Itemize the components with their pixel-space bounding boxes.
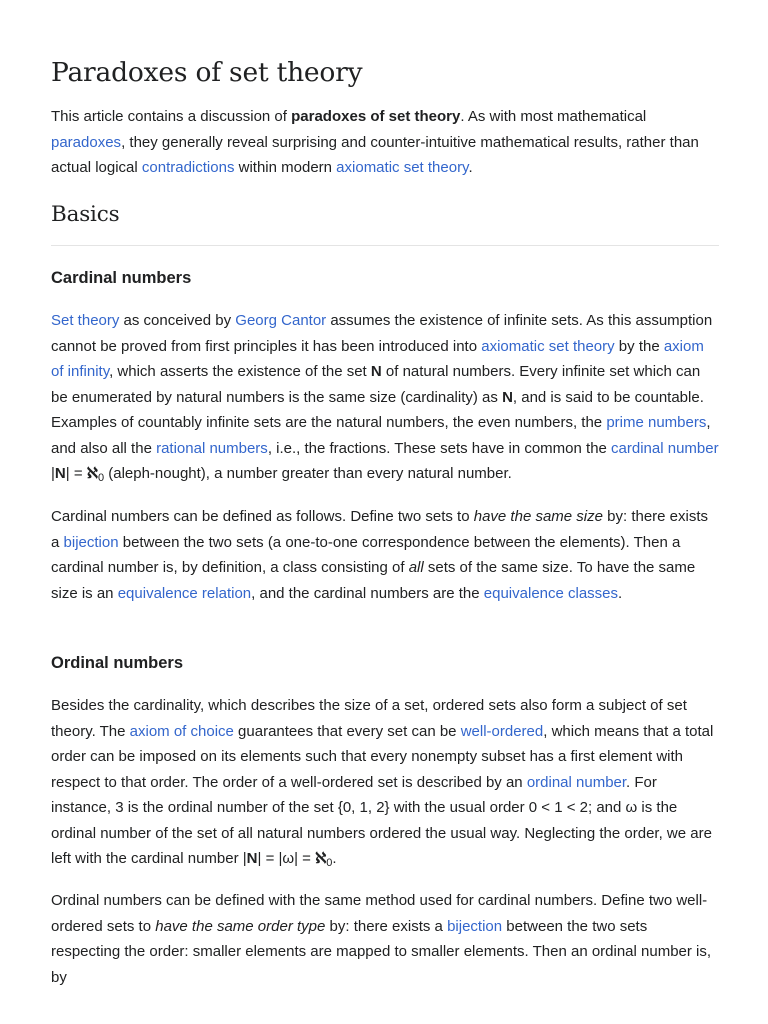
text: (aleph-nought), a number greater than every natural number. — [104, 465, 512, 482]
cardinal-paragraph-1 — [51, 308, 719, 487]
text: between the two sets (a one-to-one correspondence between the elements). Then a cardinal number is, by definition, a class consisting of — [51, 533, 681, 576]
bold-symbol: N — [370, 363, 382, 380]
link-equivalence-relation[interactable]: equivalence relation — [117, 584, 252, 602]
text: between the two sets respecting the order: smaller elements are mapped to smaller elements. Then an ordinal number is, by — [51, 917, 712, 986]
aleph-symbol: ℵ — [315, 849, 327, 867]
bold-symbol: N — [502, 388, 513, 406]
text: . — [332, 850, 337, 867]
link-georg-cantor[interactable]: Georg Cantor — [235, 312, 327, 329]
cardinal-paragraph-2 — [51, 504, 719, 606]
intro-paragraph — [51, 104, 719, 181]
link-ordinal-number[interactable]: ordinal number — [526, 773, 627, 791]
text: , which asserts the existence of the set — [109, 363, 371, 380]
page-title: Paradoxes of set theory — [51, 57, 363, 88]
link-set-theory[interactable]: Set theory — [51, 312, 120, 329]
text: , and also all the — [51, 414, 711, 457]
text: . — [618, 584, 623, 602]
link-equivalence-classes[interactable]: equivalence classes — [483, 584, 619, 602]
link-axiomatic-set-theory[interactable]: axiomatic set theory — [481, 337, 615, 355]
text: , and is said to be countable. Examples of countably infinite sets are the natural numbers, the even numbers, the — [51, 388, 704, 431]
section-divider — [51, 245, 719, 246]
text: , and the cardinal numbers are the — [251, 584, 484, 602]
text: Ordinal numbers can be defined with the same method used for cardinal numbers. Define two well-ordered sets to — [51, 892, 708, 935]
text: assumes the existence of infinite sets. As this assumption cannot be proved from first principles it has been introduced into — [51, 312, 713, 355]
subsection-heading-ordinal-numbers: Ordinal numbers — [51, 654, 184, 672]
text: by: there exists a — [325, 917, 448, 935]
link-axiomatic-set-theory[interactable]: axiomatic set theory — [336, 159, 469, 176]
section-heading-basics: Basics — [51, 202, 120, 227]
text: | = |ω| = — [257, 850, 316, 867]
subsection-heading-cardinal-numbers: Cardinal numbers — [51, 269, 192, 287]
text: as conceived by — [119, 312, 236, 329]
text: This article contains a discussion of — [51, 108, 292, 125]
text: within modern — [234, 159, 337, 176]
link-prime-numbers[interactable]: prime numbers — [606, 414, 707, 431]
text: Cardinal numbers can be defined as follows. Define two sets to — [51, 508, 474, 525]
ordinal-paragraph-2 — [51, 888, 719, 990]
link-contradictions[interactable]: contradictions — [141, 159, 235, 176]
text: . For instance, 3 is the ordinal number of the set {0, 1, 2} with the usual order 0 < 1 < 2; and ω is the ordinal number of the set of all natural numbers ordered the usual way. Neglecting the order, we are left with the cardinal number | — [51, 773, 712, 867]
link-bijection[interactable]: bijection — [63, 533, 119, 551]
text: . As with most mathematical — [460, 108, 647, 125]
text: sets of the same size. To have the same size is an — [51, 559, 696, 602]
text: | = — [65, 465, 87, 482]
bold-term: paradoxes of set theory — [291, 108, 461, 125]
italic-term: have the same size — [473, 508, 603, 525]
link-axiom-of-infinity[interactable]: axiom of infinity — [51, 337, 704, 380]
subscript-zero: 0 — [97, 472, 105, 484]
text: of natural numbers. Every infinite set which can be enumerated by natural numbers is the same size (cardinality) as — [51, 363, 701, 406]
aleph-symbol: ℵ — [86, 464, 98, 482]
link-paradoxes[interactable]: paradoxes — [51, 133, 122, 151]
text: by the — [614, 337, 664, 355]
italic-term: have the same order type — [155, 917, 326, 935]
text: , they generally reveal surprising and counter-intuitive mathematical results, rather than actual logical — [51, 133, 699, 176]
text: , i.e., the fractions. These sets have in common the — [267, 439, 612, 457]
bold-symbol: N — [54, 465, 66, 482]
link-cardinal-number[interactable]: cardinal number — [611, 439, 719, 457]
text: guarantees that every set can be — [233, 722, 461, 740]
link-well-ordered[interactable]: well-ordered — [460, 722, 544, 740]
text: . — [468, 159, 473, 176]
text: , which means that a total order can be imposed on its elements such that every nonempty subset has a first element with respect to that order. The order of a well-ordered set is described by an — [51, 722, 714, 791]
ordinal-paragraph-1 — [51, 693, 719, 872]
subscript-zero: 0 — [326, 857, 333, 869]
link-bijection[interactable]: bijection — [447, 917, 503, 935]
link-axiom-of-choice[interactable]: axiom of choice — [129, 722, 234, 740]
bold-symbol: N — [246, 850, 258, 867]
link-rational-numbers[interactable]: rational numbers — [156, 439, 268, 457]
text: | — [51, 465, 55, 482]
text: by: there exists a — [51, 508, 709, 551]
italic-term: all — [408, 559, 424, 576]
text: Besides the cardinality, which describes the size of a set, ordered sets also form a subject of set theory. The — [51, 697, 687, 740]
